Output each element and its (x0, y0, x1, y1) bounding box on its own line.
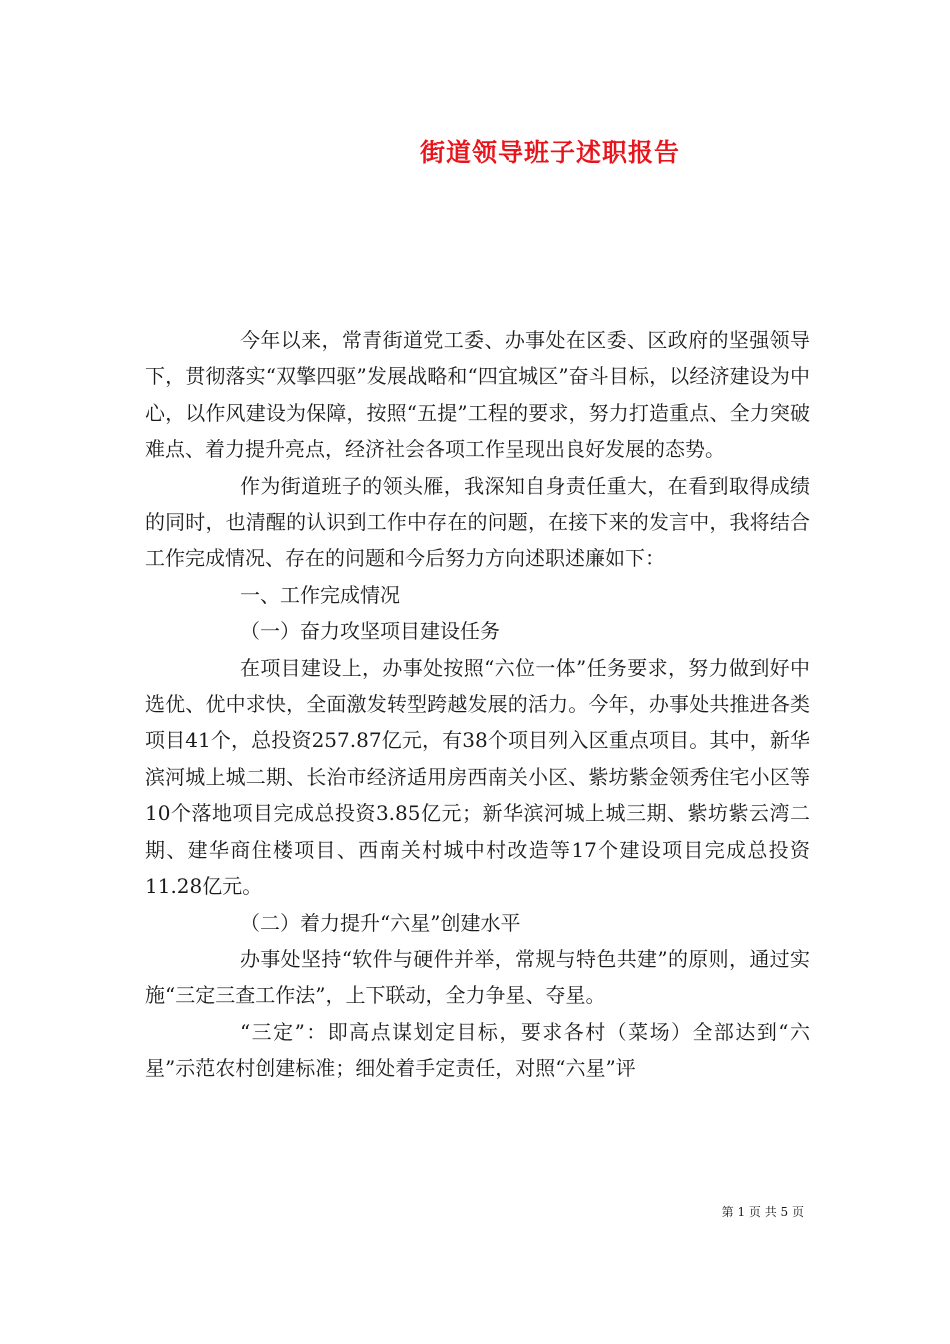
paragraph-three-fix: “三定”：即高点谋划定目标，要求各村（菜场）全部达到“六星”示范农村创建标准；细处着手定责任，对照“六星”评 (145, 1019, 810, 1081)
page-number: 第 1 页 共 5 页 (721, 1205, 804, 1219)
paragraph-six-star: 办事处坚持“软件与硬件并举，常规与特色共建”的原则，通过实施“三定三查工作法”，上下联动，全力争星、夺星。 (145, 946, 810, 1008)
section-heading-1: 一、工作完成情况 (240, 582, 400, 607)
paragraph-project-construction: 在项目建设上，办事处按照“六位一体”任务要求，努力做到好中选优、优中求快，全面激发转型跨越发展的活力。今年，办事处共推进各类项目41个，总投资257.87亿元，有38个项目列入区重点项目。其中，新华滨河城上城二期、长治市经济适用房西南关小区、紫坊紫金领秀住宅小区等10个落地项目完成总投资3.85亿元；新华滨河城上城三期、紫坊紫云湾二期、建华商住楼项目、西南关村城中村改造等17个建设项目完成总投资11.28亿元。 (145, 655, 810, 899)
subsection-heading-1: （一）奋力攻坚项目建设任务 (240, 619, 500, 644)
document-title: 街道领导班子述职报告 (419, 138, 680, 167)
subsection-heading-2: （二）着力提升“六星”创建水平 (240, 910, 521, 935)
paragraph-intro: 今年以来，常青街道党工委、办事处在区委、区政府的坚强领导下，贯彻落实“双擎四驱”发展战略和“四宜城区”奋斗目标，以经济建设为中心，以作风建设为保障，按照“五提”工程的要求，努力打造重点、全力突破难点、着力提升亮点，经济社会各项工作呈现出良好发展的态势。 (145, 328, 810, 462)
document-body (145, 322, 810, 1087)
paragraph-responsibility: 作为街道班子的领头雁，我深知自身责任重大，在看到取得成绩的同时，也清醒的认识到工作中存在的问题，在接下来的发言中，我将结合工作完成情况、存在的问题和今后努力方向述职述廉如下： (145, 473, 810, 571)
